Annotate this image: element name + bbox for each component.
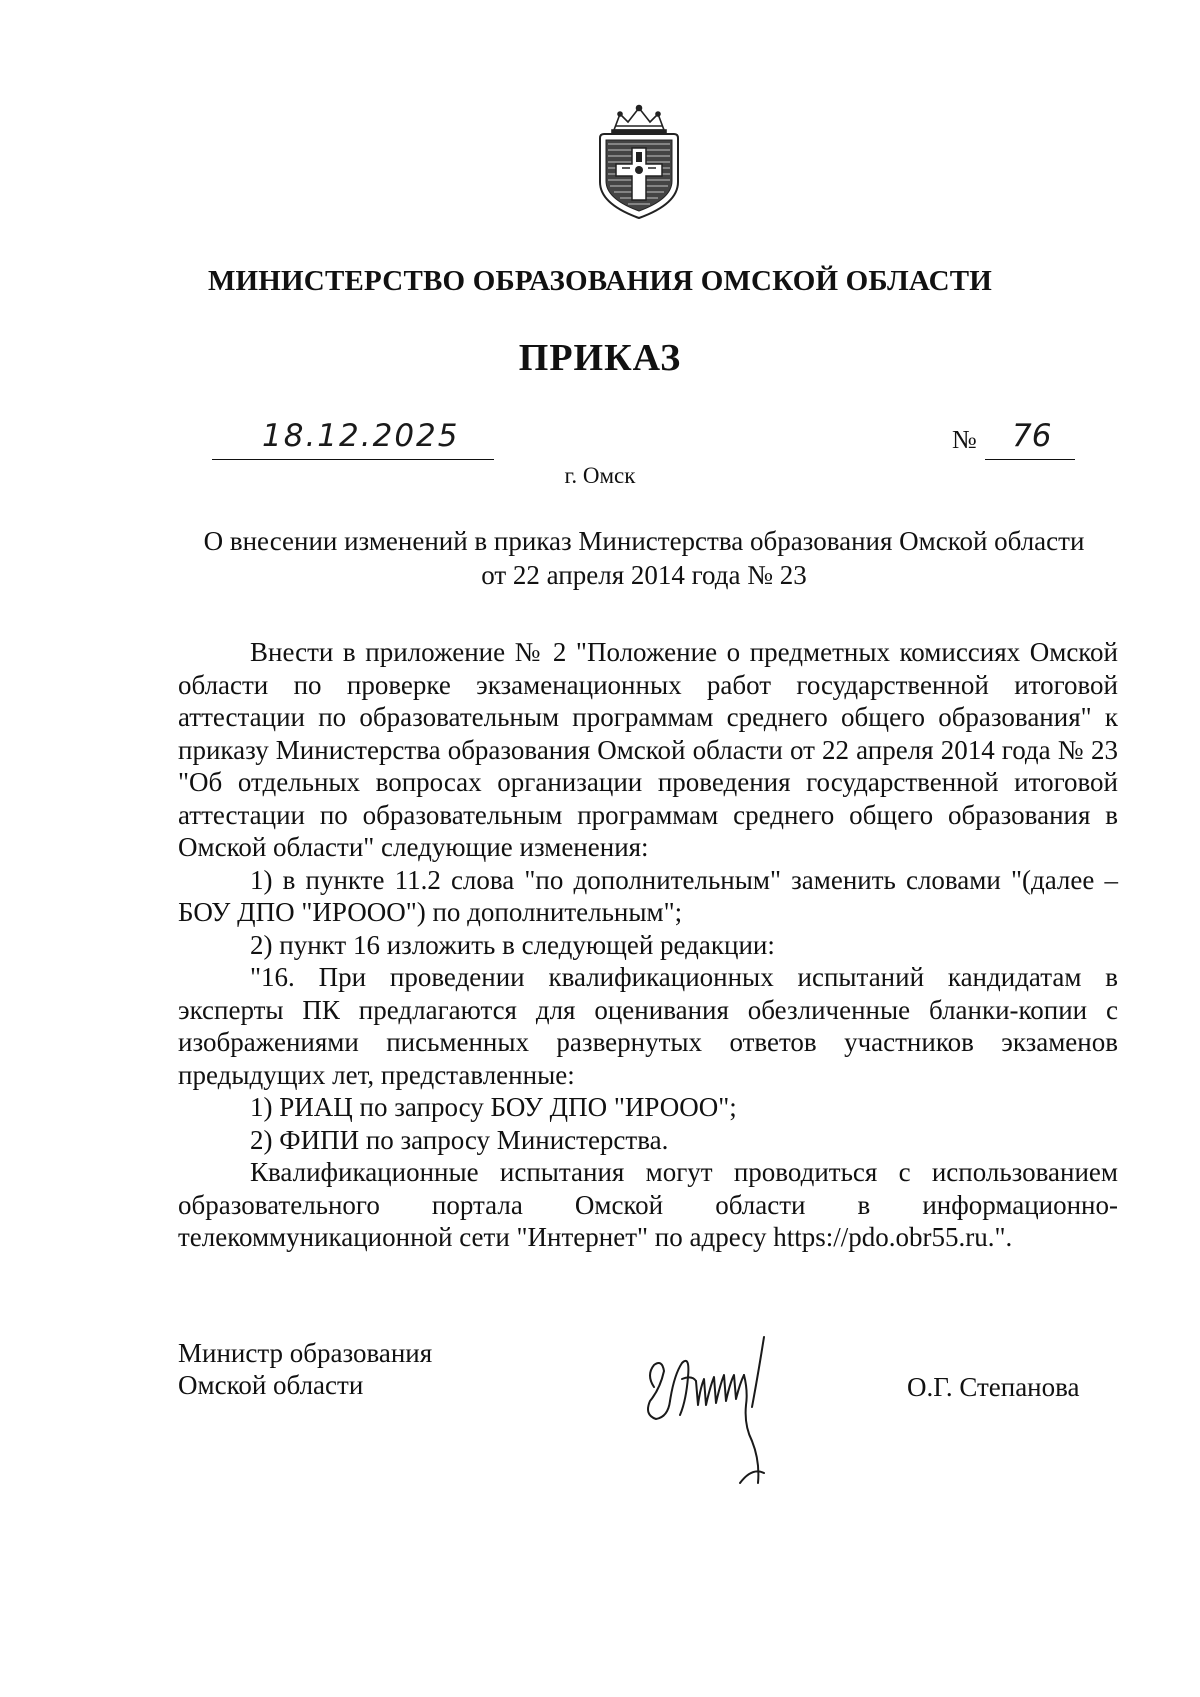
ministry-heading: МИНИСТЕРСТВО ОБРАЗОВАНИЯ ОМСКОЙ ОБЛАСТИ	[207, 265, 993, 297]
date-underline	[212, 459, 494, 460]
body-paragraph: 1) в пункте 11.2 слова "по дополнительным" заменить словами "(далее – БОУ ДПО "ИРООО") по дополнительным";	[178, 864, 1118, 927]
body-paragraph: 2) ФИПИ по запросу Министерства.	[250, 1124, 669, 1155]
coat-of-arms-icon	[592, 104, 686, 222]
order-body	[178, 636, 1118, 1254]
order-subject	[170, 524, 1118, 592]
document-type-title: ПРИКАЗ	[518, 337, 682, 379]
number-sign: №	[952, 425, 977, 454]
subject-line-1: О внесении изменений в приказ Министерства образования Омской области	[203, 526, 1085, 556]
body-paragraph: 2) пункт 16 изложить в следующей редакции:	[250, 929, 775, 960]
number-underline	[985, 459, 1075, 460]
handwritten-signature-icon	[640, 1335, 810, 1495]
body-paragraph: 1) РИАЦ по запросу БОУ ДПО "ИРООО";	[250, 1092, 737, 1122]
signer-position-line-1: Министр образования	[178, 1338, 433, 1368]
city-line: г. Омск	[564, 463, 636, 488]
body-paragraph: "16. При проведении квалификационных испытаний кандидатам в эксперты ПК предлагаются для оценивания обезличенные бланки-копии с изображениями письменных развернутых ответов участников экзаменов предыдущих лет, представленные:	[178, 962, 1118, 1090]
order-date: 18.12.2025	[262, 418, 460, 454]
order-number: 76	[1012, 418, 1052, 454]
body-paragraph: Квалификационные испытания могут проводиться с использованием образовательного портала Омской области в информационно-телекоммуникационной сети "Интернет" по адресу https://pdo.obr55.ru.".	[178, 1157, 1118, 1252]
signer-position-line-2: Омской области	[178, 1370, 364, 1400]
body-paragraph: Внести в приложение № 2 "Положение о предметных комиссиях Омской области по проверке экзаменационных работ государственной итоговой аттестации по образовательным программам среднего общего образования" к приказу Министерства образования Омской области от 22 апреля 2014 года № 23 "Об отдельных вопросах организации проведения государственной итоговой аттестации по образовательным программам среднего общего образования в Омской области" следующие изменения:	[178, 637, 1118, 862]
signer-name: О.Г. Степанова	[907, 1372, 1080, 1402]
signer-position	[178, 1337, 432, 1401]
subject-line-2: от 22 апреля 2014 года № 23	[481, 560, 807, 590]
